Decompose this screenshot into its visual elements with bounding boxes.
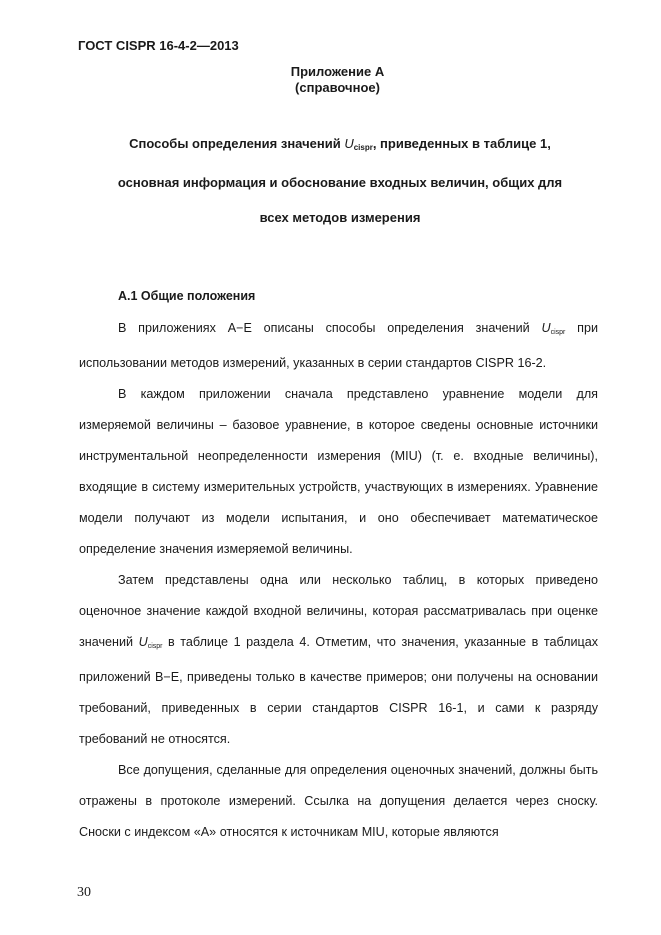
paragraph-3-text-a: Затем представлены одна или несколько таблиц, в которых приведено оценочное значение каждой входной величины, которая рассматривалась при оценке значений: [79, 573, 598, 649]
paragraph-1-text-b: при использовании методов измерений, указанных в серии стандартов CISPR 16-2.: [79, 321, 598, 370]
u-subscript: cispr: [147, 643, 163, 650]
u-symbol: U: [138, 635, 148, 649]
appendix-heading: [0, 64, 661, 96]
appendix-subtitle: (справочное): [295, 80, 380, 95]
main-title-part-2: , приведенных в таблице 1,: [372, 136, 551, 151]
u-symbol: U: [344, 136, 354, 151]
body-text: [79, 313, 598, 848]
main-title-line-2: основная информация и обоснование входных величин, общих для: [117, 175, 563, 190]
page-number: 30: [77, 885, 91, 900]
main-title-line-3: всех методов измерения: [259, 210, 421, 225]
paragraph-1: [79, 313, 598, 379]
paragraph-1-text-a: В приложениях А−Е описаны способы определения значений: [118, 321, 542, 335]
u-symbol: U: [541, 321, 551, 335]
main-title-line-1: [80, 126, 600, 165]
standard-code: ГОСТ CISPR 16-4-2—2013: [78, 38, 239, 53]
main-title: [80, 126, 600, 235]
paragraph-4: Все допущения, сделанные для определения оценочных значений, должны быть отражены в протоколе измерений. Ссылка на допущения делается через сноску. Сноски с индексом «А» относятся к источникам MIU, которые являются: [79, 763, 598, 839]
appendix-title: Приложение А: [290, 64, 385, 79]
paragraph-3: [79, 565, 598, 755]
paragraph-3-text-b: в таблице 1 раздела 4. Отметим, что значения, указанные в таблицах приложений В−Е, приведены только в качестве примеров; они получены на основании требований, приведенных в серии стандартов CISPR 16-1, и сами к разряду требований не относятся.: [79, 635, 599, 746]
paragraph-2: В каждом приложении сначала представлено уравнение модели для измеряемой величины – базовое уравнение, в которое сведены основные источники инструментальной неопределенности измерения (MIU) (т. е. входные величины), входящие в систему измерительных устройств, участвующих в измерениях. Уравнение модели получают из модели испытания, и оно обеспечивает математическое определение значения измеряемой величины.: [79, 387, 598, 556]
main-title-part-1: Способы определения значений: [129, 136, 345, 151]
u-subscript: cispr: [353, 143, 373, 152]
section-heading: А.1 Общие положения: [118, 289, 256, 303]
u-subscript: cispr: [550, 329, 566, 336]
